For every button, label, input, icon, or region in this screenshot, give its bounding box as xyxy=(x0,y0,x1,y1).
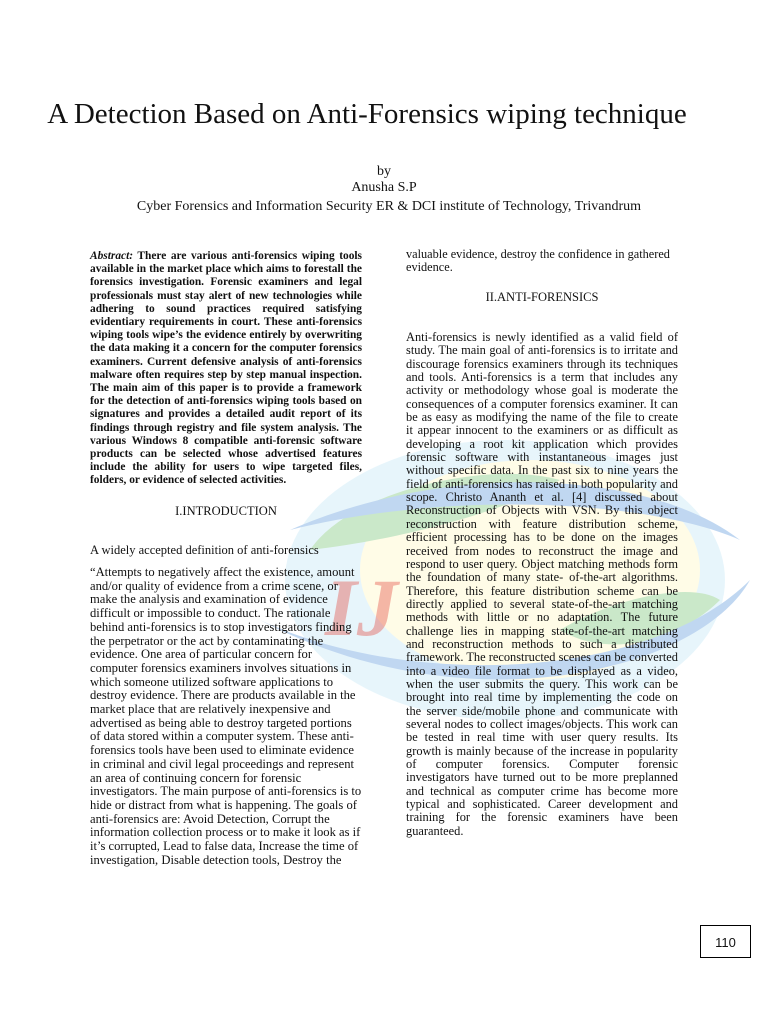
author-name: Anusha S.P xyxy=(351,180,417,195)
by-line: by xyxy=(377,164,391,179)
introduction-heading: I.INTRODUCTION xyxy=(175,504,277,518)
page-number: 110 xyxy=(700,925,751,958)
abstract xyxy=(90,250,362,488)
right-paragraph-1: valuable evidence, destroy the confidence in gathered evidence. xyxy=(406,247,670,275)
paper-title: A Detection Based on Anti-Forensics wiping technique xyxy=(47,98,687,130)
abstract-text: There are various anti-forensics wiping tools available in the market place which aims to forestall the forensics investigation. Forensic examiners and legal professionals must stay alert of new technologies while adhering to sound practices required satisfying evidentiary requirements in court. These anti-forensics wiping tools wipe’s the evidence entirely by overwriting the data making it a concern for the computer forensics examiners. Current defensive analysis of anti-forensics malware often requires step by step manual inspection. The main aim of this paper is to provide a framework for the detection of anti-forensics wiping tools based on signatures and provides a detailed audit report of its findings through registry and file system analysis. The various Windows 8 compatible anti-forensic software products can be selected whose advertised features include the ability for users to wipe targeted files, folders, or evidence of selected activities. xyxy=(90,250,362,487)
anti-forensics-heading: II.ANTI-FORENSICS xyxy=(485,290,599,304)
abstract-label: Abstract: xyxy=(90,250,134,262)
watermark-text: IJ xyxy=(325,562,398,653)
anti-forensics-paragraph: Anti-forensics is newly identified as a valid field of study. The main goal of anti-forensics is to irritate and discourage forensics examiners through its techniques and tools. Anti-forensics is a term that includes any activity or methodology whose goal is moderate the consequences of a computer forensics examiner. It can be as easy as modifying the name of the file to create it appear innocent to the examiners or as difficult as developing a root kit application which provides forensic software with instantaneous images just without specific data. In the past six to nine years the field of anti-forensics has raised in both popularity and scope. Christo Ananth et al. [4] discussed about Reconstruction of Objects with VSN. By this object reconstruction with feature distribution scheme, efficient processing has to be done on the images received from nodes to reconstruct the image and respond to user query. Object matching methods form the foundation of many state- of-the-art algorithms. Therefore, this feature distribution scheme can be directly applied to several state-of-the-art matching methods with little or no adaptation. The future challenge lies in mapping state-of-the-art matching and reconstruction methods to such a distributed framework. The reconstructed scenes can be converted into a video file format to be displayed as a video, when the user submits the query. This work can be brought into real time by implementing the code on the server side/mobile phone and communicate with several nodes to collect images/objects. This work can be tested in real time with user query results. Its growth is mainly because of the increase in popularity of computer forensics. Computer forensic investigators have turned out to be more preplanned and technical as computer crime has become more typical and sophisticated. Career development and training for the forensic examiners have been guaranteed. xyxy=(406,330,678,838)
intro-paragraph-1: A widely accepted definition of anti-forensics xyxy=(90,543,319,557)
intro-paragraph-2: “Attempts to negatively affect the existence, amount and/or quality of evidence from a crime scene, or make the analysis and examination of evidence difficult or impossible to conduct. The rationale behind anti-forensics is to stop investigators finding the perpetrator or the act by contaminating the evidence. One area of particular concern for computer forensics examiners involves situations in which someone utilized software applications to destroy evidence. There are products available in the market place that are relatively inexpensive and advertised as being able to destroy targeted portions of data stored within a computer system. These anti-forensics tools have been used to eliminate evidence in criminal and civil legal proceedings and represent an area of continuing concern for forensic investigators. The main purpose of anti-forensics is to hide or distract from what is happening. The goals of anti-forensics are: Avoid Detection, Corrupt the information collection process or to make it look as if it’s corrupted, Lead to false data, Increase the time of investigation, Disable detection tools, Destroy the xyxy=(90,565,362,867)
author-affiliation: Cyber Forensics and Information Security ER & DCI institute of Technology, Trivandrum xyxy=(136,199,642,214)
